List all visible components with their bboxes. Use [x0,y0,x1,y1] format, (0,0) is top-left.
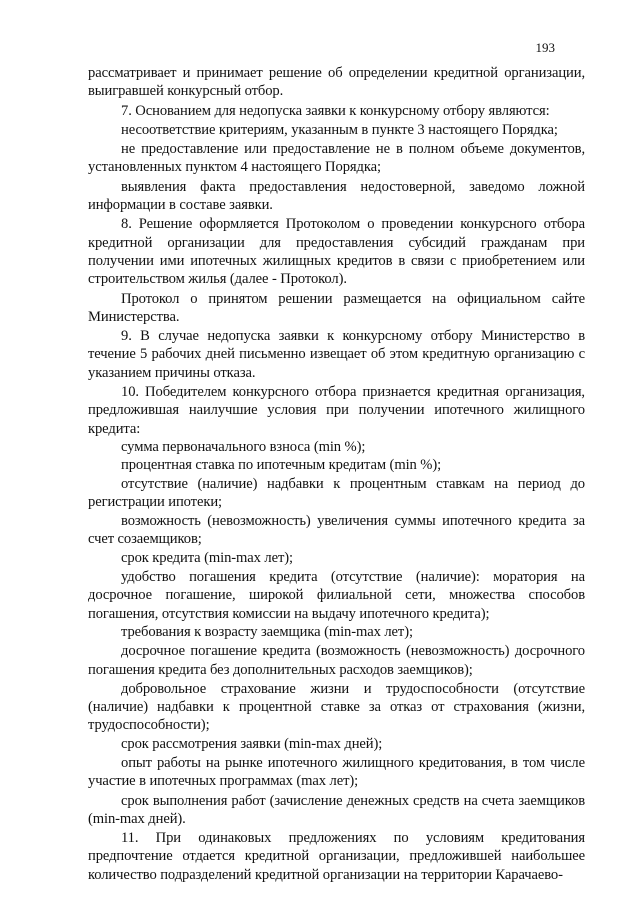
paragraph-criterion-repayment-convenience: удобство погашения кредита (отсутствие (наличие): моратория на досрочное погашение, широкой филиальной сети, множества способов погашения, отсутствия комиссии на выдачу ипотечного кредита); [88,569,585,622]
paragraph-criterion-borrower-age: требования к возрасту заемщика (min-max лет); [121,623,413,640]
paragraph-continuation: рассматривает и принимает решение об определении кредитной организации, выигравшей конкурсный отбор. [88,65,585,100]
paragraph-item-7: 7. Основанием для недопуска заявки к конкурсному отбору являются: [121,102,550,119]
paragraph-protocol-publication: Протокол о принятом решении размещается на официальном сайте Министерства. [88,290,585,325]
paragraph-criterion-loan-term: срок кредита (min-max лет); [121,549,293,566]
paragraph-documents-missing: не предоставление или предоставление не в полном объеме документов, установленных пунктом 4 настоящего Порядка; [88,141,585,176]
paragraph-criterion-co-borrowers: возможность (невозможность) увеличения суммы ипотечного кредита за счет созаемщиков; [88,513,585,548]
paragraph-criterion-review-term: срок рассмотрения заявки (min-max дней); [121,735,383,752]
page-number: 193 [535,40,555,55]
paragraph-criterion-early-repayment: досрочное погашение кредита (возможность (невозможность) досрочного погашения кредита без дополнительных расходов заемщиков); [88,643,585,678]
paragraph-criterion-rate-surcharge: отсутствие (наличие) надбавки к процентным ставкам на период до регистрации ипотеки; [88,475,585,510]
paragraph-item-8: 8. Решение оформляется Протоколом о проведении конкурсного отбора кредитной организации для предоставления субсидий гражданам при получении ими ипотечных жилищных кредитов в связи с приобретением или строительством жилья (далее - Протокол). [88,216,585,288]
paragraph-criteria-mismatch: несоответствие критериям, указанным в пункте 3 настоящего Порядка; [121,121,558,138]
paragraph-item-9: 9. В случае недопуска заявки к конкурсному отбору Министерство в течение 5 рабочих дней письменно извещает об этом кредитную организацию с указанием причины отказа. [88,328,585,381]
paragraph-criterion-down-payment: сумма первоначального взноса (min %); [121,438,366,455]
paragraph-item-11: 11. При одинаковых предложениях по условиям кредитования предпочтение отдается кредитной организации, предложившей наибольшее количество подразделений кредитной организации на территории Карачаево- [88,830,585,883]
paragraph-criterion-execution-term: срок выполнения работ (зачисление денежных средств на счета заемщиков (min-max дней). [88,792,585,827]
paragraph-criterion-insurance: добровольное страхование жизни и трудоспособности (отсутствие (наличие) надбавки к процентной ставке за отказ от страхования (жизни, трудоспособности); [88,680,585,734]
paragraph-criterion-market-experience: опыт работы на рынке ипотечного жилищного кредитования, в том числе участие в ипотечных программах (max лет); [88,754,585,790]
paragraph-item-10: 10. Победителем конкурсного отбора признается кредитная организация, предложившая наилучшие условия при получении ипотечного жилищного кредита: [88,384,585,437]
document-body [88,64,585,884]
paragraph-criterion-interest-rate: процентная ставка по ипотечным кредитам (min %); [121,457,442,474]
paragraph-false-information: выявления факта предоставления недостоверной, заведомо ложной информации в составе заявки. [88,178,585,214]
